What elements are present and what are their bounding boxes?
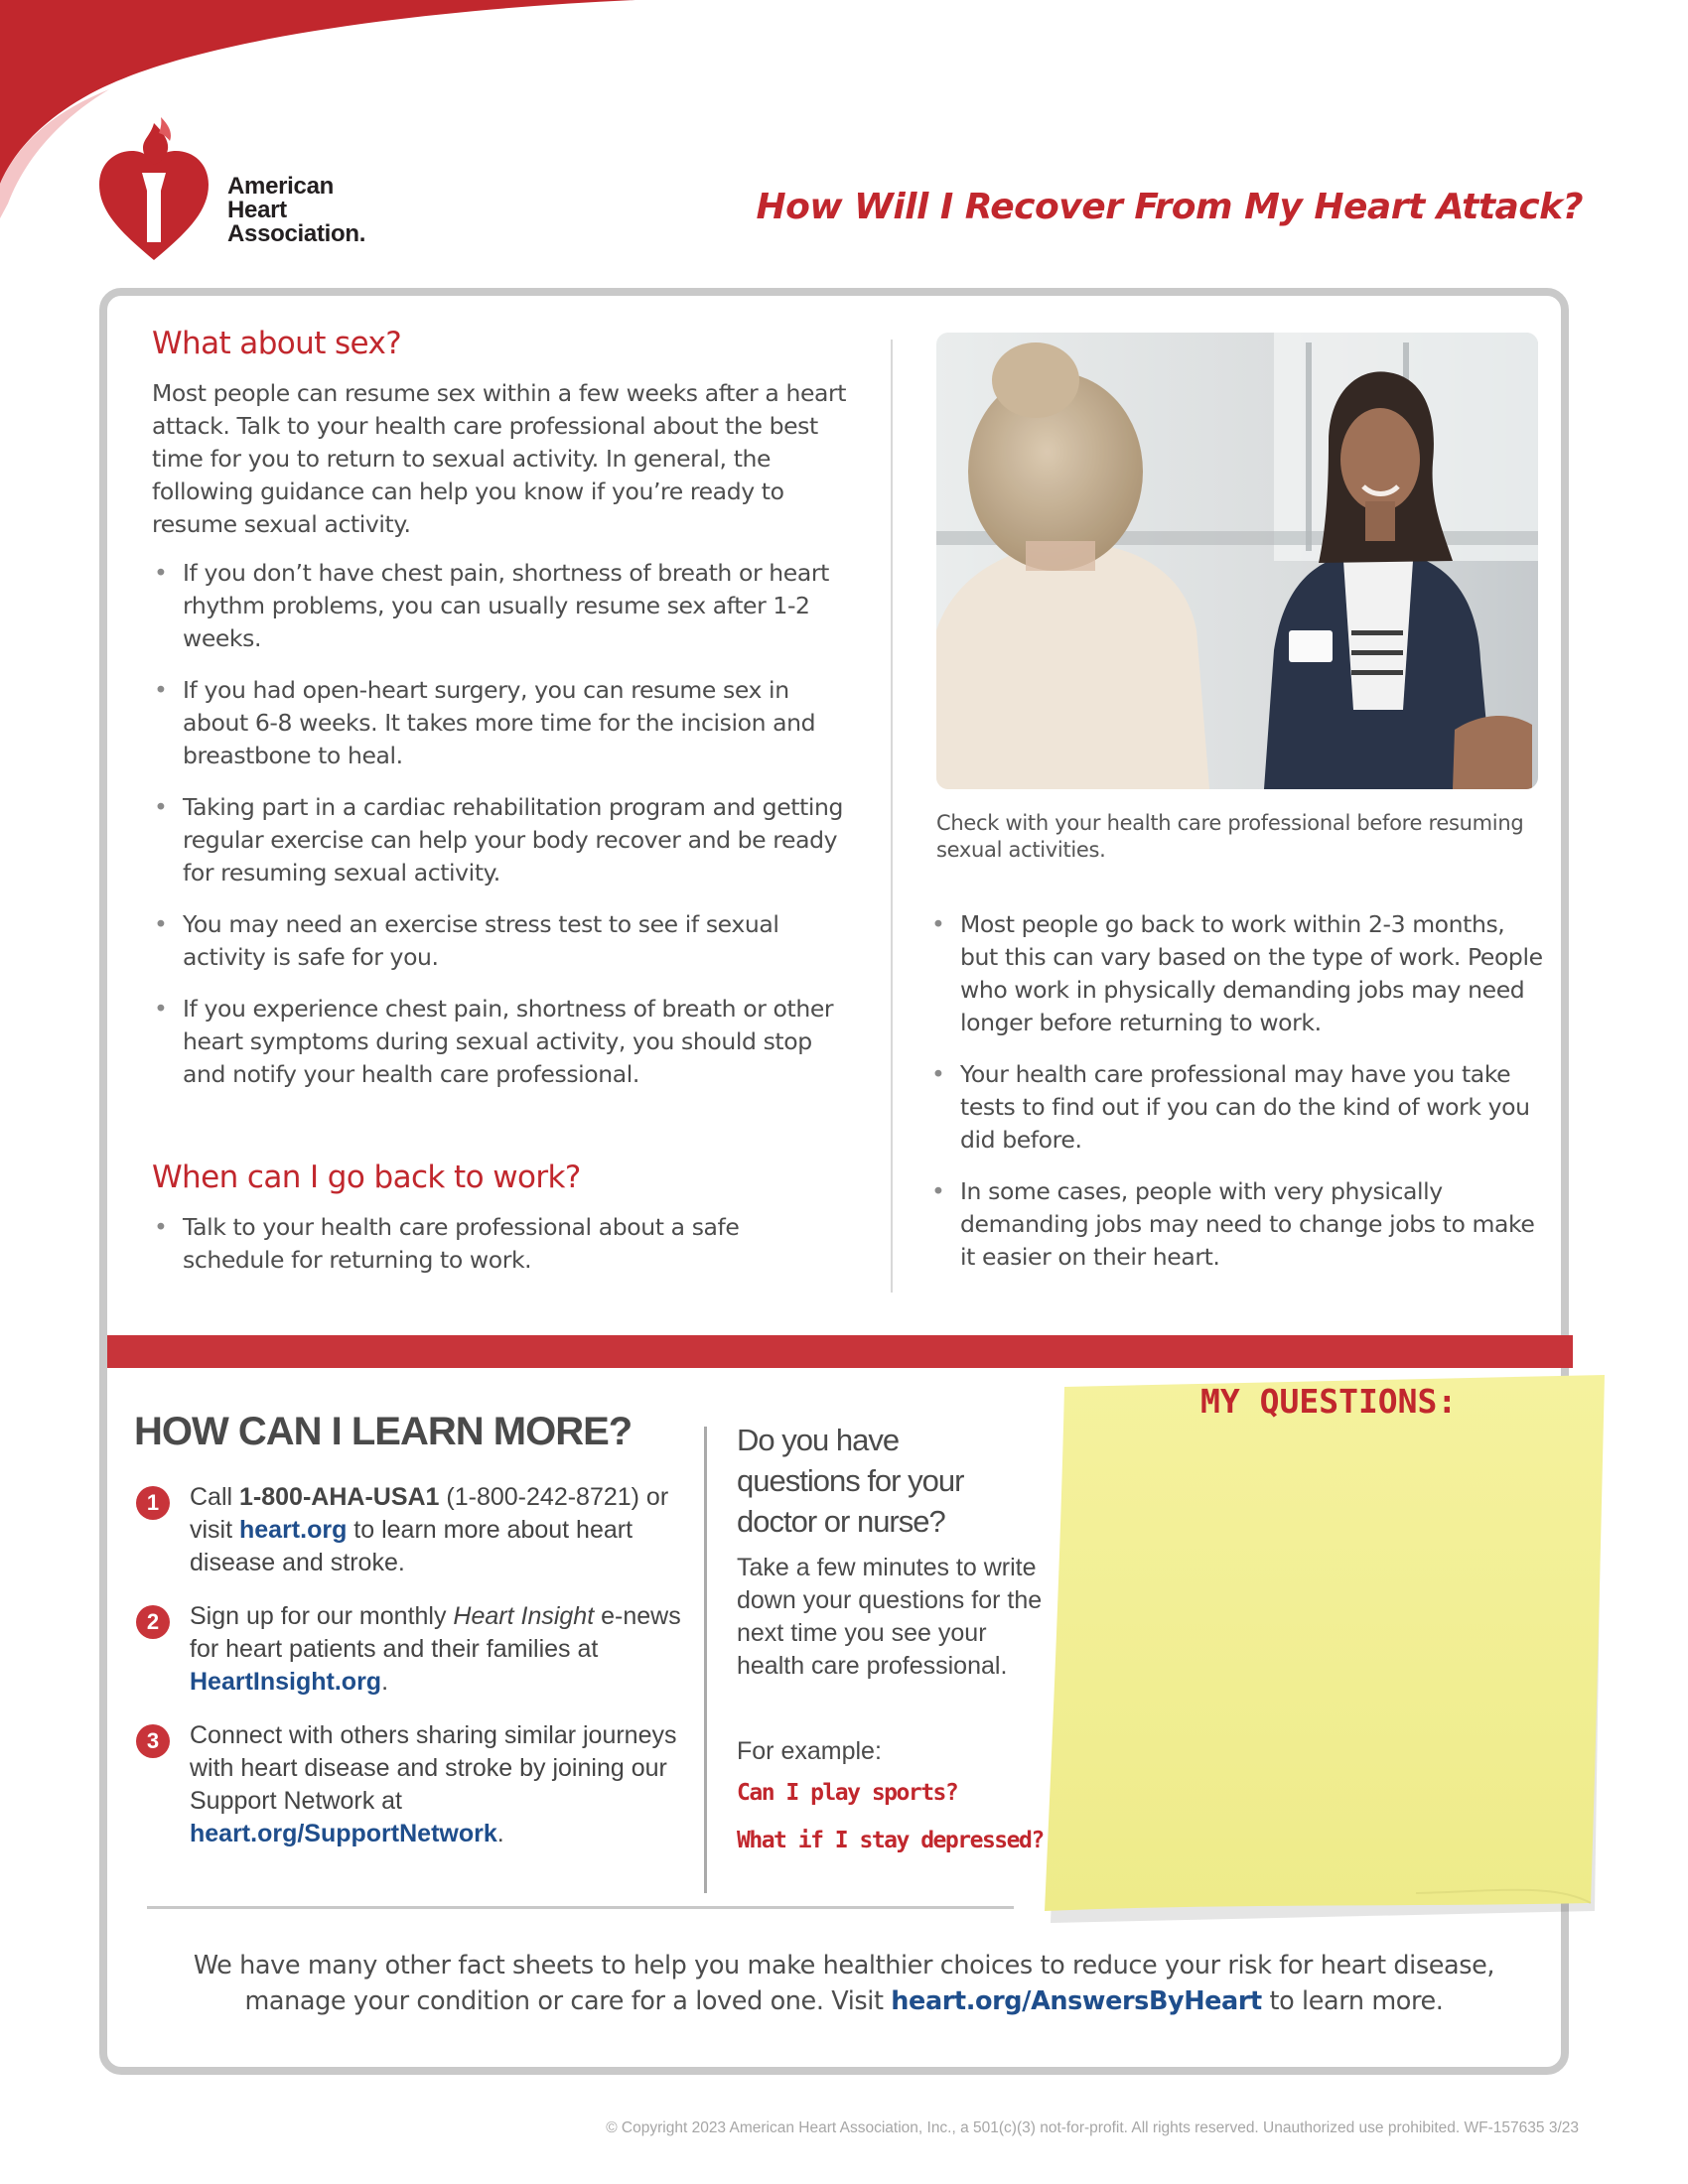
example-question-2: What if I stay depressed? xyxy=(737,1828,1044,1853)
list-item: • If you experience chest pain, shortness of breath or other heart symptoms during sexual activity, you should stop and notify your health care professional. xyxy=(154,995,834,1088)
learn-more-divider xyxy=(704,1427,707,1893)
questions-title: Do you have questions for your doctor or nurse? xyxy=(737,1423,964,1539)
logo-line-2: Heart xyxy=(227,197,287,223)
doctor-patient-photo xyxy=(936,333,1538,789)
sex-heading: What about sex? xyxy=(152,326,402,361)
work-section-continued xyxy=(929,908,1545,1293)
footer-message: We have many other fact sheets to help you make healthier choices to reduce your risk for heart disease, manage your condition or care for a loved one. Visit heart.org/AnswersByHeart to learn more. xyxy=(193,1951,1495,2016)
support-network-link[interactable]: heart.org/SupportNetwork xyxy=(190,1820,497,1847)
answers-by-heart-link[interactable]: heart.org/AnswersByHeart xyxy=(891,1986,1262,2016)
learn-item-3: Connect with others sharing similar journeys with heart disease and stroke by joining our Support Network at heart.org/SupportNetwork. xyxy=(190,1721,677,1847)
logo-line-3: Association. xyxy=(227,220,366,247)
learn-item-2: Sign up for our monthly Heart Insight e-news for heart patients and their families at HeartInsight.org. xyxy=(190,1602,681,1696)
photo-caption: Check with your health care professional before resuming sexual activities. xyxy=(936,811,1524,862)
aha-heart-torch-logo-icon xyxy=(95,115,212,264)
list-item: • You may need an exercise stress test to see if sexual activity is safe for you. xyxy=(154,910,779,971)
list-item: • Most people go back to work within 2-3 months, but this can vary based on the type of work. People who work in physically demanding jobs may need longer before returning to work. xyxy=(931,910,1543,1036)
sex-bullet-list xyxy=(152,557,847,1091)
phone-number: 1-800-AHA-USA1 xyxy=(239,1483,440,1511)
example-question-1: Can I play sports? xyxy=(737,1780,958,1806)
sex-section xyxy=(152,326,847,1110)
work-bullet-list xyxy=(152,1211,847,1277)
list-item: • If you don’t have chest pain, shortness of breath or heart rhythm problems, you can usually resume sex after 1-2 weeks. xyxy=(154,559,829,652)
copyright-notice: © Copyright 2023 American Heart Association, Inc., a 501(c)(3) not-for-profit. All rights reserved. Unauthorized use prohibited. WF-157635 3/23 xyxy=(606,2119,1579,2136)
list-item: • Your health care professional may have you take tests to find out if you can do the kind of work you did before. xyxy=(931,1060,1530,1154)
footer-rule xyxy=(147,1906,1014,1909)
sex-intro: Most people can resume sex within a few weeks after a heart attack. Talk to your health care professional about the best time for you to return to sexual activity. In general, the following guidance can help you know if you’re ready to resume sexual activity. xyxy=(152,379,847,538)
step-3-badge: 3 xyxy=(136,1724,170,1758)
questions-body: Take a few minutes to write down your questions for the next time you see your health care professional. xyxy=(737,1554,1043,1680)
work-section xyxy=(152,1160,847,1296)
my-questions-title: MY QUESTIONS: xyxy=(1200,1382,1458,1421)
learn-more-title: HOW CAN I LEARN MORE? xyxy=(134,1410,633,1453)
list-item: • In some cases, people with very physically demanding jobs may need to change jobs to make it easier on their heart. xyxy=(931,1177,1535,1271)
heart-insight-title: Heart Insight xyxy=(453,1602,595,1630)
step-1-badge: 1 xyxy=(136,1486,170,1520)
logo-wordmark xyxy=(227,175,365,246)
logo-line-1: American xyxy=(227,173,334,200)
list-item: • Talk to your health care professional about a safe schedule for returning to work. xyxy=(154,1213,740,1274)
sticky-note xyxy=(1039,1367,1611,1936)
list-item: • If you had open-heart surgery, you can resume sex in about 6-8 weeks. It takes more time for the incision and breastbone to heal. xyxy=(154,676,816,769)
heartinsight-link[interactable]: HeartInsight.org xyxy=(190,1668,382,1696)
work-bullet-list-continued xyxy=(929,908,1545,1274)
step-2-badge: 2 xyxy=(136,1605,170,1639)
section-divider-band xyxy=(107,1335,1573,1368)
column-divider xyxy=(891,340,893,1293)
example-label: For example: xyxy=(737,1737,882,1765)
work-heading: When can I go back to work? xyxy=(152,1160,581,1195)
learn-item-1: Call 1-800-AHA-USA1 (1-800-242-8721) or visit heart.org to learn more about heart disease and stroke. xyxy=(190,1483,669,1576)
list-item: • Taking part in a cardiac rehabilitation program and getting regular exercise can help your body recover and be ready for resuming sexual activity. xyxy=(154,793,844,887)
document-title: How Will I Recover From My Heart Attack? xyxy=(756,187,1583,227)
heart-org-link[interactable]: heart.org xyxy=(239,1516,348,1544)
